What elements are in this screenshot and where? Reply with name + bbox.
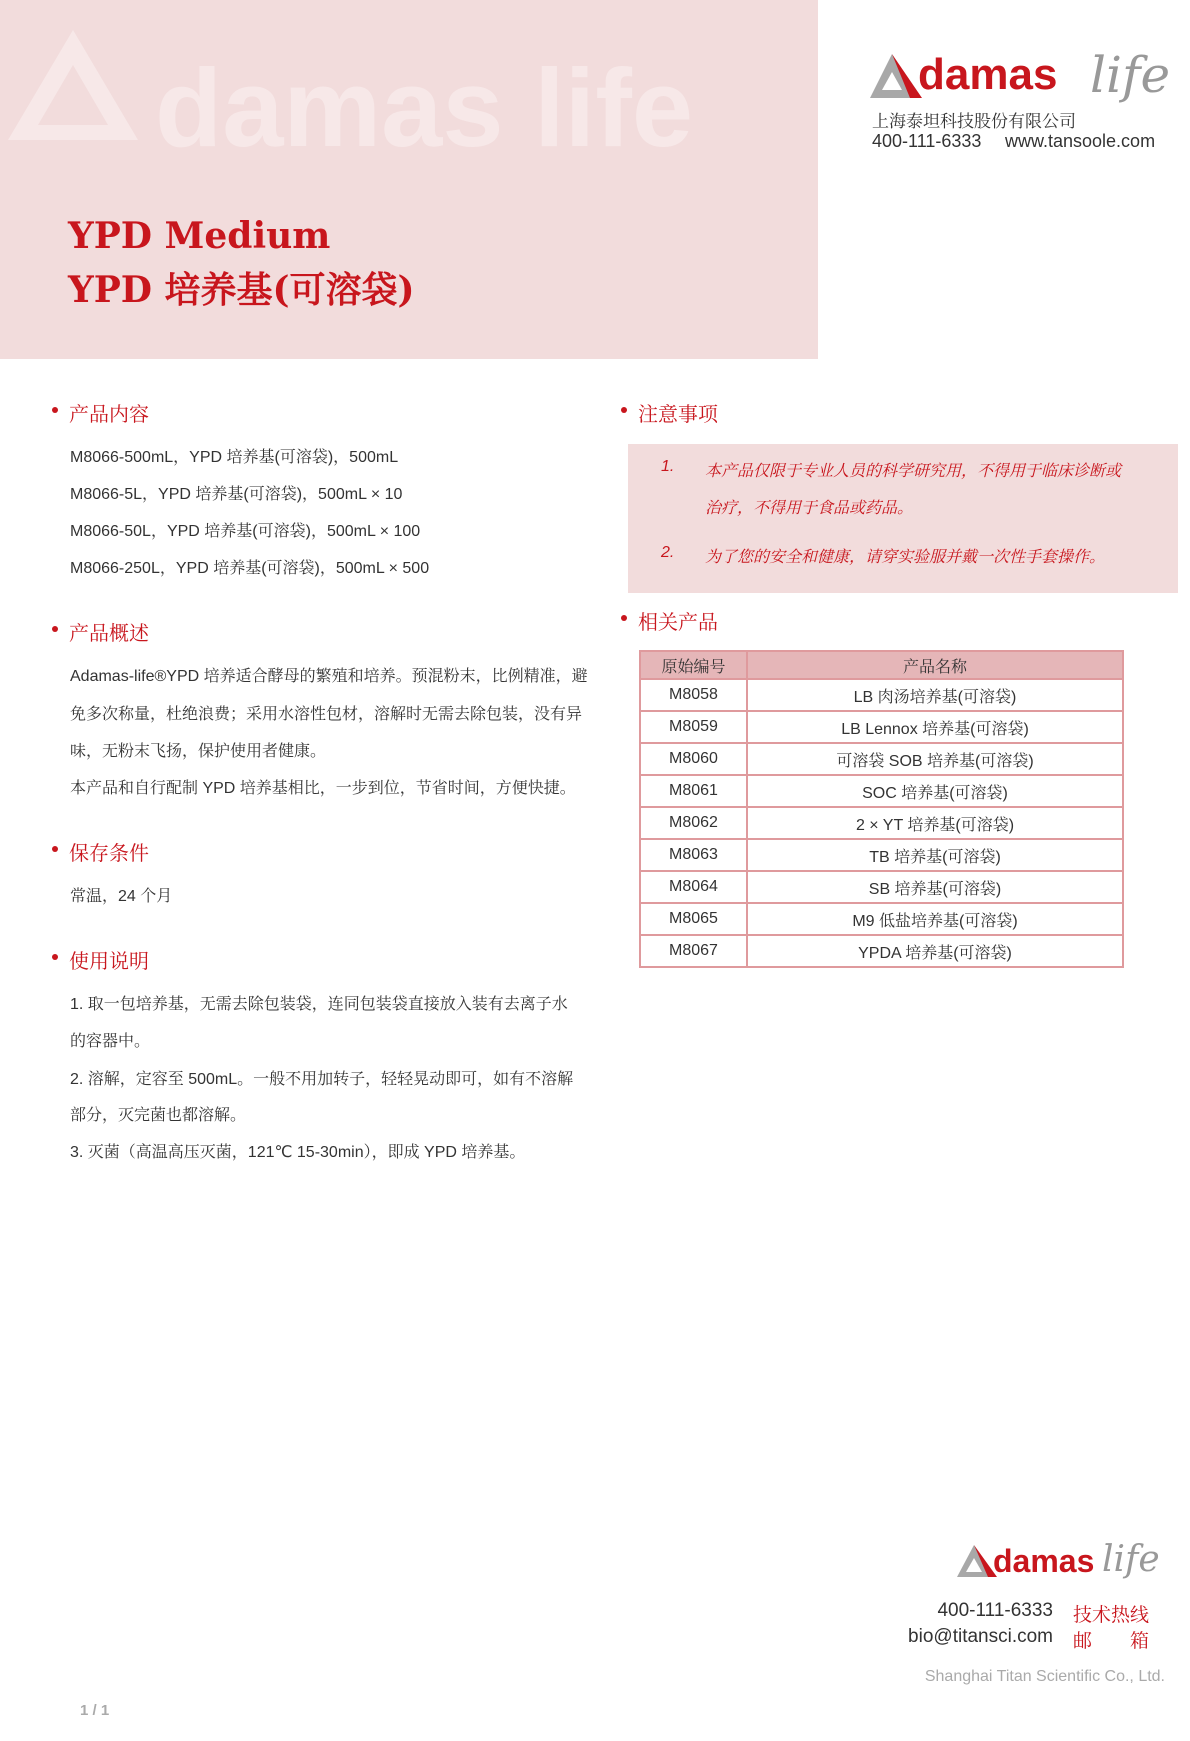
product-name-cell: YPDA 培养基(可溶袋) — [747, 935, 1123, 967]
overview-line: Adamas-life®YPD 培养适合酵母的繁殖和培养。预混粉末，比例精准，避 — [70, 668, 588, 685]
adamas-triangle-icon — [870, 54, 922, 100]
table-row — [640, 807, 1123, 839]
storage-line: 常温，24 个月 — [70, 888, 173, 905]
table-header-row — [640, 651, 1123, 679]
header-phone: 400-111-6333 — [872, 131, 982, 151]
product-name-cell: LB 肉汤培养基(可溶袋) — [747, 679, 1123, 711]
product-code-cell: M8061 — [640, 775, 747, 807]
footer-phone-label: 技术热线 — [1073, 1605, 1150, 1626]
section-title-contents: 产品内容 — [69, 398, 149, 427]
footer-company-en: Shanghai Titan Scientific Co., Ltd. — [924, 1668, 1165, 1685]
hero-banner — [0, 0, 818, 359]
usage-line: 部分，灭完菌也都溶解。 — [70, 1107, 247, 1124]
product-code-cell: M8064 — [640, 871, 747, 903]
product-name-cell: 可溶袋 SOB 培养基(可溶袋) — [747, 743, 1123, 775]
product-code-cell: M8059 — [640, 711, 747, 743]
usage-line: 2. 溶解，定容至 500mL。一般不用加转子，轻轻晃动即可，如有不溶解 — [70, 1071, 574, 1088]
title-cn: YPD 培养基(可溶袋) — [68, 269, 415, 311]
product-name-cell: LB Lennox 培养基(可溶袋) — [747, 711, 1123, 743]
column-header-name: 产品名称 — [747, 651, 1123, 679]
header-website[interactable]: www.tansoole.com — [1005, 131, 1156, 151]
table-row — [640, 775, 1123, 807]
contents-line: M8066-250L，YPD 培养基(可溶袋)，500mL × 500 — [70, 560, 430, 577]
table-row — [640, 935, 1123, 967]
footer-email[interactable]: bio@titansci.com — [908, 1626, 1053, 1647]
page-number: 1 / 1 — [80, 1702, 110, 1719]
watermark-text: damas life — [155, 47, 694, 170]
product-code-cell: M8060 — [640, 743, 747, 775]
notes-box — [628, 444, 1178, 593]
section-title-notes: 注意事项 — [638, 398, 718, 427]
product-code-cell: M8065 — [640, 903, 747, 935]
footer-email-label: 邮 箱 — [1073, 1631, 1150, 1652]
table-row — [640, 743, 1123, 775]
contents-line: M8066-500mL，YPD 培养基(可溶袋)，500mL — [70, 449, 399, 466]
title-en: YPD Medium — [68, 215, 331, 257]
contents-line: M8066-5L，YPD 培养基(可溶袋)，500mL × 10 — [70, 486, 403, 503]
adamas-triangle-icon — [957, 1545, 997, 1579]
table-row — [640, 871, 1123, 903]
section-title-storage: 保存条件 — [69, 837, 149, 866]
overview-line: 味，无粉末飞扬，保护使用者健康。 — [70, 743, 327, 760]
table-row — [640, 839, 1123, 871]
product-name-cell: TB 培养基(可溶袋) — [747, 839, 1123, 871]
product-code-cell: M8063 — [640, 839, 747, 871]
note-text: 治疗，不得用于食品或药品。 — [705, 500, 914, 517]
overview-line: 免多次称量，杜绝浪费；采用水溶性包材，溶解时无需去除包装，没有异 — [70, 706, 583, 723]
product-name-cell: M9 低盐培养基(可溶袋) — [747, 903, 1123, 935]
table-row — [640, 711, 1123, 743]
product-code-cell: M8058 — [640, 679, 747, 711]
overview-line: 本产品和自行配制 YPD 培养基相比，一步到位，节省时间，方便快捷。 — [70, 780, 576, 797]
company-name: 上海泰坦科技股份有限公司 — [872, 112, 1076, 131]
product-name-cell: 2 × YT 培养基(可溶袋) — [747, 807, 1123, 839]
contents-line: M8066-50L，YPD 培养基(可溶袋)，500mL × 100 — [70, 523, 421, 540]
column-header-code: 原始编号 — [640, 651, 747, 679]
table-row — [640, 903, 1123, 935]
product-name-cell: SB 培养基(可溶袋) — [747, 871, 1123, 903]
usage-line: 的容器中。 — [70, 1033, 151, 1050]
product-code-cell: M8067 — [640, 935, 747, 967]
product-name-cell: SOC 培养基(可溶袋) — [747, 775, 1123, 807]
usage-line: 3. 灭菌（高温高压灭菌，121℃ 15-30min），即成 YPD 培养基。 — [70, 1144, 526, 1161]
footer-phone: 400-111-6333 — [937, 1600, 1053, 1621]
section-title-usage: 使用说明 — [69, 945, 149, 974]
usage-line: 1. 取一包培养基，无需去除包装袋，连同包装袋直接放入装有去离子水 — [70, 996, 568, 1013]
note-text: 本产品仅限于专业人员的科学研究用，不得用于临床诊断或 — [705, 463, 1122, 480]
table-row — [640, 679, 1123, 711]
section-title-overview: 产品概述 — [69, 617, 149, 646]
section-title-related: 相关产品 — [638, 606, 718, 635]
note-text: 为了您的安全和健康，请穿实验服并戴一次性手套操作。 — [705, 549, 1106, 566]
note-number: 2. — [661, 544, 675, 561]
watermark-logo-icon — [8, 30, 138, 150]
related-products-table — [639, 650, 1124, 968]
note-number: 1. — [661, 458, 675, 475]
product-code-cell: M8062 — [640, 807, 747, 839]
